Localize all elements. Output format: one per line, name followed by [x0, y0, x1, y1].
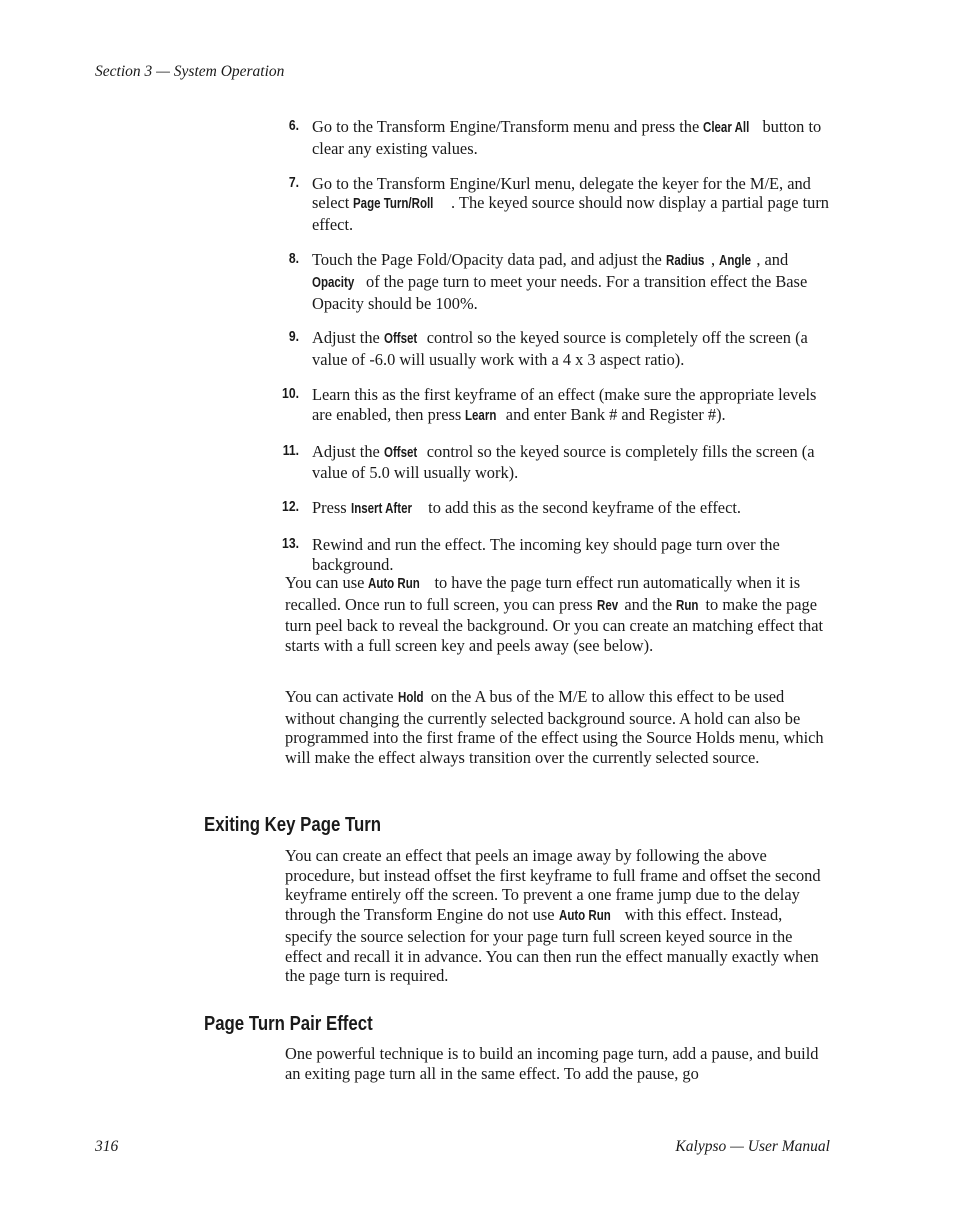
exiting-paragraph: You can create an effect that peels an image away by following the above procedure, but instead offset the first keyframe to full frame and offset the second keyframe entirely off the screen. To prevent a one frame jump due to the delay through the Transform Engine do not use Auto Run with this effect. Instead, specify the source selection for your page turn full screen keyed source in the effect and recall it in advance. You can then run the effect manually exactly when the page turn is required. — [285, 846, 821, 986]
step-number: 7. — [288, 174, 299, 191]
ui-control-label: Auto Run — [558, 908, 611, 925]
ui-control-label: Offset — [383, 331, 418, 348]
step-7 — [270, 174, 830, 235]
step-text: Adjust the Offset control so the keyed source is completely off the screen (a value of -6.0 will usually work with a 4 x 3 aspect ratio). — [312, 328, 808, 370]
pair-paragraph: One powerful technique is to build an incoming page turn, add a pause, and build an exiting page turn all in the same effect. To add the pause, go — [285, 1044, 819, 1083]
step-text: Touch the Page Fold/Opacity data pad, and adjust the Radius , Angle , and Opacity of the page turn to meet your needs. For a transition effect the Base Opacity should be 100%. — [312, 249, 808, 313]
ui-control-label: Angle — [719, 252, 752, 269]
step-text: Learn this as the first keyframe of an effect (make sure the appropriate levels are enabled, then press Learn and enter Bank # and Register #). — [312, 385, 816, 424]
step-number: 12. — [282, 499, 299, 516]
ui-control-label: Opacity — [312, 274, 355, 291]
step-10 — [270, 385, 830, 427]
step-number: 13. — [282, 535, 299, 552]
ui-control-label: Page Turn/Roll — [353, 196, 434, 213]
ui-control-label: Clear All — [703, 120, 750, 136]
step-6 — [270, 117, 830, 159]
ui-control-label: Run — [676, 597, 699, 614]
page-number: 316 — [95, 1138, 119, 1155]
step-text: Rewind and run the effect. The incoming key should page turn over the background. — [312, 534, 780, 574]
step-text: Go to the Transform Engine/Transform menu and press the Clear All button to clear any existing values. — [312, 117, 822, 158]
ui-control-label: Learn — [465, 407, 497, 424]
section-heading-page-turn-pair-effect: Page Turn Pair Effect — [204, 1013, 373, 1035]
ui-control-label: Offset — [383, 444, 418, 461]
step-9 — [270, 328, 830, 370]
procedure-steps — [270, 117, 830, 590]
manual-title: Kalypso — User Manual — [675, 1138, 830, 1155]
step-number: 9. — [288, 329, 299, 346]
step-11 — [270, 442, 830, 484]
step-text: Press Insert After to add this as the second keyframe of the effect. — [312, 498, 741, 517]
step-number: 10. — [282, 385, 299, 402]
step-text: Go to the Transform Engine/Kurl menu, delegate the keyer for the M/E, and select Page Turn/Roll . The keyed source should now display a partial page turn effect. — [312, 173, 829, 235]
step-text: Adjust the Offset control so the keyed source is completely fills the screen (a value of 5.0 will usually work). — [312, 441, 815, 483]
ui-control-label: Hold — [397, 690, 424, 706]
ui-control-label: Rev — [596, 597, 618, 614]
ui-control-label: Insert After — [350, 501, 412, 518]
step-13 — [270, 535, 830, 575]
ui-control-label: Auto Run — [368, 576, 421, 592]
auto-run-paragraph: You can use Auto Run to have the page turn effect run automatically when it is recalled. Once run to full screen, you can press Rev and the Run to make the page turn peel back to reveal the background. Or you can create an matching effect that starts with a full screen key and peels away (see below). — [285, 573, 824, 656]
step-number: 11. — [282, 442, 299, 459]
step-8 — [270, 250, 830, 313]
step-number: 6. — [288, 118, 299, 134]
running-head: Section 3 — System Operation — [95, 63, 285, 80]
step-12 — [270, 498, 830, 520]
step-number: 8. — [288, 250, 299, 267]
hold-paragraph: You can activate Hold on the A bus of the M/E to allow this effect to be used without changing the currently selected background source. A hold can also be programmed into the first frame of the effect using the Source Holds menu, which will make the effect always transition over the currently selected source. — [285, 687, 824, 768]
ui-control-label: Radius — [665, 252, 705, 269]
section-heading-exiting-key-page-turn: Exiting Key Page Turn — [204, 814, 382, 836]
